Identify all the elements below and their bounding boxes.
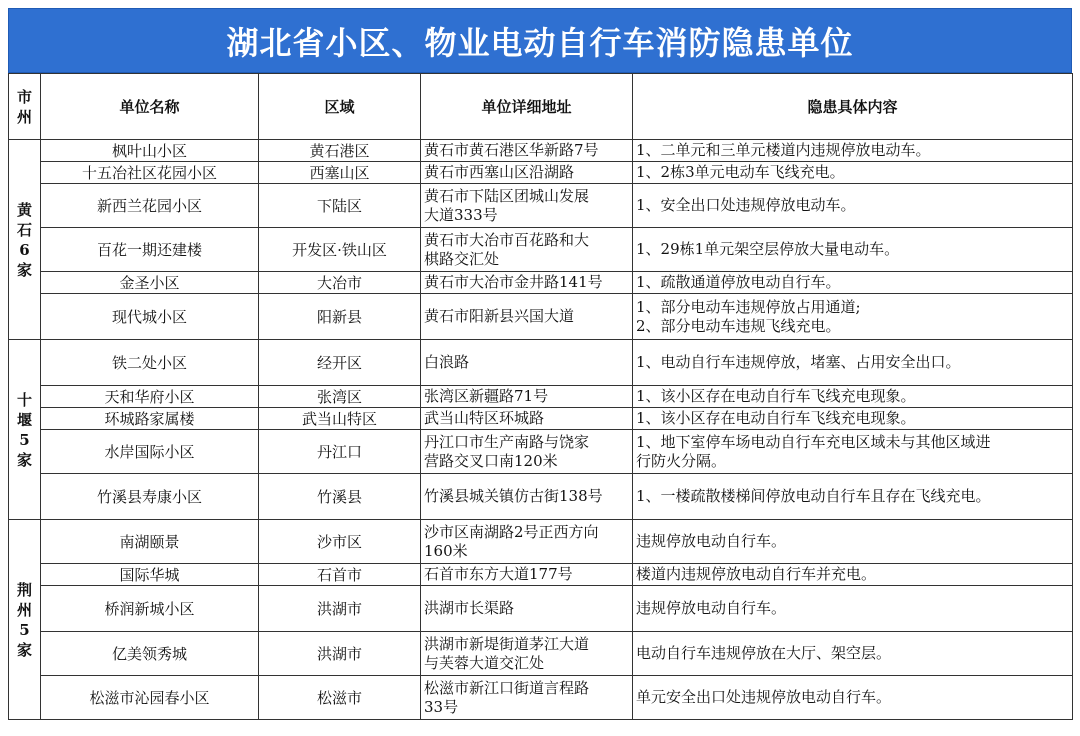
district-cell: 下陆区 [259,184,421,228]
hazard-cell [633,184,1073,228]
address-line: 竹溪县城关镇仿古街138号 [424,487,603,505]
address-cell [421,520,633,564]
table-row [9,474,1073,520]
hazard-cell [633,586,1073,632]
unit-name-cell: 南湖颐景 [41,520,259,564]
unit-name-cell: 环城路家属楼 [41,408,259,430]
address-line: 黄石市大冶市百花路和大 [424,230,590,249]
table-row [9,564,1073,586]
unit-name-cell: 松滋市沁园春小区 [41,676,259,720]
city-cell: 荆 州 5 家 [9,520,41,720]
table-row [9,676,1073,720]
hazard-cell [633,162,1073,184]
district-cell: 竹溪县 [259,474,421,520]
table-row [9,632,1073,676]
unit-name-cell: 枫叶山小区 [41,140,259,162]
unit-name-cell: 水岸国际小区 [41,430,259,474]
table-row [9,340,1073,386]
address-cell [421,228,633,272]
hazard-line: 1、疏散通道停放电动自行车。 [636,273,841,291]
hazard-table [8,73,1073,720]
district-cell: 阳新县 [259,294,421,340]
hazard-cell [633,632,1073,676]
hazard-line: 违规停放电动自行车。 [636,532,787,550]
table-row [9,294,1073,340]
hazard-line: 1、二单元和三单元楼道内违规停放电动车。 [636,141,931,159]
address-cell [421,272,633,294]
unit-name-cell: 竹溪县寿康小区 [41,474,259,520]
hazard-line: 1、部分电动车违规停放占用通道; [636,297,861,316]
table-row [9,272,1073,294]
unit-name-cell: 新西兰花园小区 [41,184,259,228]
header-address: 单位详细地址 [421,74,633,140]
district-cell: 武当山特区 [259,408,421,430]
header-name: 单位名称 [41,74,259,140]
table-row [9,520,1073,564]
district-cell: 丹江口 [259,430,421,474]
address-line: 33号 [424,697,459,716]
address-cell [421,294,633,340]
unit-name-cell: 十五冶社区花园小区 [41,162,259,184]
address-cell [421,586,633,632]
table-row [9,430,1073,474]
table-row [9,162,1073,184]
address-line: 石首市东方大道177号 [424,565,573,583]
address-cell [421,632,633,676]
district-cell: 大冶市 [259,272,421,294]
table-row [9,184,1073,228]
hazard-line: 2、部分电动车违规飞线充电。 [636,316,841,335]
city-cell: 黄 石 6 家 [9,140,41,340]
table-body [9,140,1073,720]
address-line: 沙市区南湖路2号正西方向 [424,522,599,541]
unit-name-cell: 亿美领秀城 [41,632,259,676]
district-cell: 张湾区 [259,386,421,408]
unit-name-cell: 桥润新城小区 [41,586,259,632]
district-cell: 石首市 [259,564,421,586]
address-line: 丹江口市生产南路与饶家 [424,432,590,451]
hazard-cell [633,228,1073,272]
district-cell: 开发区·铁山区 [259,228,421,272]
address-cell [421,474,633,520]
address-line: 白浪路 [424,353,470,371]
address-line: 营路交叉口南120米 [424,451,558,470]
district-cell: 黄石港区 [259,140,421,162]
hazard-cell [633,474,1073,520]
district-cell: 洪湖市 [259,632,421,676]
unit-name-cell: 天和华府小区 [41,386,259,408]
table-row [9,228,1073,272]
district-cell: 洪湖市 [259,586,421,632]
hazard-line: 楼道内违规停放电动自行车并充电。 [636,565,877,583]
address-line: 洪湖市长渠路 [424,599,515,617]
table-row [9,140,1073,162]
hazard-cell [633,564,1073,586]
address-line: 与芙蓉大道交汇处 [424,653,545,672]
address-line: 黄石市黄石港区华新路7号 [424,141,599,159]
unit-name-cell: 国际华城 [41,564,259,586]
address-line: 张湾区新疆路71号 [424,387,549,405]
hazard-line: 违规停放电动自行车。 [636,599,787,617]
table-row [9,586,1073,632]
address-cell [421,430,633,474]
district-cell: 沙市区 [259,520,421,564]
address-line: 黄石市大冶市金井路141号 [424,273,603,291]
district-cell: 松滋市 [259,676,421,720]
address-cell [421,340,633,386]
district-cell: 经开区 [259,340,421,386]
unit-name-cell: 百花一期还建楼 [41,228,259,272]
address-cell [421,676,633,720]
header-district: 区域 [259,74,421,140]
unit-name-cell: 金圣小区 [41,272,259,294]
address-line: 武当山特区环城路 [424,409,545,427]
hazard-line: 1、2栋3单元电动车飞线充电。 [636,163,845,181]
address-cell [421,140,633,162]
header-row [9,74,1073,140]
address-line: 160米 [424,541,468,560]
table-row [9,408,1073,430]
hazard-line: 单元安全出口处违规停放电动自行车。 [636,688,892,706]
hazard-cell [633,520,1073,564]
address-cell [421,184,633,228]
hazard-cell [633,340,1073,386]
table-row [9,386,1073,408]
header-hazard: 隐患具体内容 [633,74,1073,140]
city-cell: 十 堰 5 家 [9,340,41,520]
address-cell [421,564,633,586]
hazard-cell [633,386,1073,408]
unit-name-cell: 铁二处小区 [41,340,259,386]
address-cell [421,408,633,430]
hazard-line: 1、地下室停车场电动自行车充电区域未与其他区域进 [636,432,991,451]
hazard-line: 电动自行车违规停放在大厅、架空层。 [636,644,892,662]
address-line: 大道333号 [424,205,498,224]
hazard-line: 1、电动自行车违规停放，堵塞、占用安全出口。 [636,353,961,371]
hazard-cell [633,272,1073,294]
hazard-line: 1、29栋1单元架空层停放大量电动车。 [636,240,900,258]
unit-name-cell: 现代城小区 [41,294,259,340]
hazard-cell [633,430,1073,474]
address-cell [421,386,633,408]
page-title: 湖北省小区、物业电动自行车消防隐患单位 [8,8,1072,73]
hazard-cell [633,408,1073,430]
address-line: 黄石市阳新县兴国大道 [424,307,575,325]
hazard-cell [633,294,1073,340]
address-line: 松滋市新江口街道言程路 [424,678,590,697]
district-cell: 西塞山区 [259,162,421,184]
hazard-line: 1、安全出口处违规停放电动车。 [636,196,856,214]
address-line: 黄石市西塞山区沿湖路 [424,163,575,181]
hazard-line: 1、该小区存在电动自行车飞线充电现象。 [636,387,916,405]
header-city: 市 州 [9,74,41,140]
hazard-line: 1、一楼疏散楼梯间停放电动自行车且存在飞线充电。 [636,487,991,505]
hazard-cell [633,676,1073,720]
hazard-line: 行防火分隔。 [636,451,727,470]
address-cell [421,162,633,184]
hazard-cell [633,140,1073,162]
address-line: 黄石市下陆区团城山发展 [424,186,590,205]
hazard-line: 1、该小区存在电动自行车飞线充电现象。 [636,409,916,427]
address-line: 棋路交汇处 [424,249,500,268]
address-line: 洪湖市新堤街道茅江大道 [424,634,590,653]
